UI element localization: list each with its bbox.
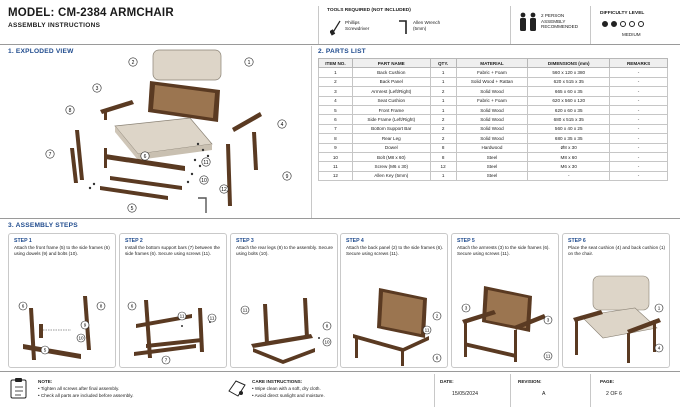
cell-item-no: 3 — [319, 87, 353, 96]
cell-qty: 2 — [430, 124, 456, 133]
cell-item-no: 12 — [319, 171, 353, 180]
parts-row — [319, 115, 668, 124]
step-callout-label: 6 — [130, 303, 134, 309]
cell-part-name: Rear Leg — [352, 134, 430, 143]
step-callout-label: 9 — [83, 322, 87, 328]
step-callout-11 — [208, 314, 216, 322]
cell-material: Solid Wood + Rattan — [456, 77, 528, 86]
allen-wrench-icon — [397, 18, 409, 36]
step-callout-label: 11 — [209, 315, 215, 321]
callout-11 — [202, 158, 210, 166]
cell-item-no: 6 — [319, 115, 353, 124]
callout-10 — [200, 176, 208, 184]
cell-qty: 1 — [430, 171, 456, 180]
step-description: Attach the front frame (5) to the side frames (6) using dowels (9) and bolts (10). — [14, 245, 110, 256]
back-panel-part — [148, 81, 220, 122]
callout-3 — [93, 84, 101, 92]
cell-dimensions: 680 x 515 x 35 — [528, 115, 610, 124]
page-subtitle: ASSEMBLY INSTRUCTIONS — [8, 22, 101, 29]
cell-remarks: - — [610, 124, 668, 133]
step-title: STEP 6 — [568, 238, 586, 244]
parts-row — [319, 143, 668, 152]
step-illustration — [11, 268, 115, 366]
cell-material: Fabric + Foam — [456, 68, 528, 77]
callout-label: 8 — [68, 107, 72, 114]
clipboard-icon — [10, 377, 28, 399]
step-callout-6 — [433, 354, 441, 362]
cell-qty: 2 — [430, 115, 456, 124]
parts-row — [319, 124, 668, 133]
step-callout-3 — [544, 316, 552, 324]
step-card-6 — [562, 233, 670, 368]
step-callout-2 — [433, 312, 441, 320]
difficulty-dot-empty — [629, 21, 635, 27]
step-description: Attach the back panel (2) to the side frames (6). Secure using screws (11). — [346, 245, 444, 256]
cell-remarks: - — [610, 115, 668, 124]
cell-item-no: 5 — [319, 105, 353, 114]
two-person-icon — [518, 12, 538, 32]
care-line-2: • Avoid direct sunlight and moisture. — [252, 393, 325, 398]
seat-cushion-part — [115, 118, 212, 160]
difficulty-rating — [602, 21, 662, 29]
cell-qty: 8 — [430, 143, 456, 152]
cell-material: Steel — [456, 162, 528, 171]
page-label: PAGE: — [600, 379, 615, 384]
step-description: Install the bottom support bars (7) between the side frames (6). Secure using screws (11). — [125, 245, 220, 256]
callout-label: 5 — [130, 205, 134, 212]
cell-dimensions: 620 x 60 x 35 — [528, 105, 610, 114]
step-illustration — [343, 268, 447, 366]
cell-item-no: 10 — [319, 152, 353, 161]
parts-row — [319, 152, 668, 161]
step-illustration — [454, 268, 558, 366]
step-callout-label: 1 — [657, 305, 661, 311]
step-callout-label: 8 — [325, 323, 329, 329]
step-callout-label: 10 — [324, 339, 330, 345]
care-title: CARE INSTRUCTIONS: — [252, 379, 303, 384]
bottom-support-bars-part — [100, 176, 182, 200]
step-callout-label: 11 — [545, 353, 551, 359]
callout-5 — [128, 204, 136, 212]
cell-part-name: Back Panel — [352, 77, 430, 86]
cell-qty: 12 — [430, 162, 456, 171]
cell-part-name: Bottom Support Bar — [352, 124, 430, 133]
step-callout-10 — [77, 334, 85, 342]
callout-6 — [141, 152, 149, 160]
cell-item-no: 4 — [319, 96, 353, 105]
side-frame-right-part — [226, 132, 258, 206]
revision-label: REVISION: — [518, 379, 542, 384]
cell-part-name: Seat Cushion — [352, 96, 430, 105]
note-line-1: • Tighten all screws after final assembly. — [38, 386, 120, 391]
parts-row — [319, 171, 668, 180]
step-callout-11 — [544, 352, 552, 360]
step-title: STEP 4 — [346, 238, 364, 244]
step-callout-4 — [655, 344, 663, 352]
exploded-view-title: 1. EXPLODED VIEW — [8, 48, 74, 55]
difficulty-title: DIFFICULTY LEVEL — [600, 11, 645, 16]
cell-qty: 1 — [430, 96, 456, 105]
callout-label: 12 — [221, 186, 227, 193]
cell-material: Solid Wood — [456, 105, 528, 114]
exploded-view-diagram — [20, 48, 310, 216]
step-callout-11 — [423, 326, 431, 334]
parts-row — [319, 134, 668, 143]
step-title: STEP 3 — [236, 238, 254, 244]
step-callout-8 — [323, 322, 331, 330]
cell-part-name: Back Cushion — [352, 68, 430, 77]
armrest-right-part — [232, 112, 262, 132]
model-title: MODEL: CM-2384 ARMCHAIR — [8, 7, 174, 19]
step-title: STEP 1 — [14, 238, 32, 244]
step-title: STEP 2 — [125, 238, 143, 244]
cell-remarks: - — [610, 143, 668, 152]
cell-item-no: 1 — [319, 68, 353, 77]
difficulty-dot-filled — [611, 21, 617, 27]
step-callout-9 — [81, 321, 89, 329]
step-callout-label: 11 — [424, 327, 430, 333]
cell-material: Fabric + Foam — [456, 96, 528, 105]
callout-1 — [245, 58, 253, 66]
step-callout-10 — [323, 338, 331, 346]
cell-dimensions: 560 x 40 x 25 — [528, 124, 610, 133]
cell-dimensions: 680 x 35 x 35 — [528, 134, 610, 143]
note-line-2: • Check all parts are included before assembly. — [38, 393, 134, 398]
difficulty-dot-filled — [602, 21, 608, 27]
step-callout-1 — [655, 304, 663, 312]
callout-7 — [46, 150, 54, 158]
cell-dimensions: 620 x 560 x 120 — [528, 96, 610, 105]
parts-table-header — [319, 59, 668, 68]
cell-qty: 8 — [430, 152, 456, 161]
callout-label: 4 — [280, 121, 284, 128]
parts-row — [319, 77, 668, 86]
tool-allen-label: Allen Wrench (5mm) — [413, 20, 441, 31]
tool-screwdriver-label: Phillips Screwdriver — [345, 20, 370, 31]
cell-dimensions: 560 x 120 x 380 — [528, 68, 610, 77]
cell-dimensions: - — [528, 171, 610, 180]
callout-label: 6 — [143, 153, 147, 160]
cell-remarks: - — [610, 171, 668, 180]
step-description: Place the seat cushion (4) and back cushion (1) on the chair. — [568, 245, 666, 256]
cell-qty: 2 — [430, 87, 456, 96]
step-callout-label: 6 — [21, 303, 25, 309]
care-icon — [226, 377, 248, 399]
step-callout-label: 5 — [43, 347, 47, 353]
step-callout-label: 11 — [179, 313, 185, 319]
side-frame-left-part — [70, 130, 84, 183]
date-label: DATE: — [440, 379, 454, 384]
cell-remarks: - — [610, 96, 668, 105]
callout-9 — [283, 172, 291, 180]
cell-part-name: Armrest (Left/Right) — [352, 87, 430, 96]
difficulty-value: MEDIUM — [622, 32, 641, 37]
step-callout-label: 8 — [99, 303, 103, 309]
cell-dimensions: M8 x 60 — [528, 152, 610, 161]
cell-qty: 1 — [430, 68, 456, 77]
parts-list-title: 2. PARTS LIST — [318, 48, 366, 55]
col-remarks: REMARKS — [610, 59, 668, 68]
step-callout-6 — [128, 302, 136, 310]
cell-part-name: Front Frame — [352, 105, 430, 114]
callout-label: 11 — [203, 159, 209, 166]
cell-material: Solid Wood — [456, 87, 528, 96]
cell-material: Solid Wood — [456, 124, 528, 133]
parts-table — [318, 58, 668, 181]
step-callout-label: 11 — [242, 307, 248, 313]
col-part-name: PART NAME — [352, 59, 430, 68]
step-title: STEP 5 — [457, 238, 475, 244]
step-description: Attach the armrests (3) to the side frames (6). Secure using screws (11). — [457, 245, 550, 256]
step-description: Attach the rear legs (8) to the assembly. Secure using bolts (10). — [236, 245, 333, 256]
parts-row — [319, 68, 668, 77]
care-line-1: • Wipe clean with a soft, dry cloth. — [252, 386, 321, 391]
cell-material: Hardwood — [456, 143, 528, 152]
callout-2 — [129, 58, 137, 66]
cell-remarks: - — [610, 162, 668, 171]
callout-label: 3 — [95, 85, 99, 92]
cell-item-no: 7 — [319, 124, 353, 133]
cell-dimensions: Ø8 x 30 — [528, 143, 610, 152]
cell-remarks: - — [610, 105, 668, 114]
callout-label: 2 — [131, 59, 135, 66]
step-illustration — [233, 268, 337, 366]
date-value: 15/05/2024 — [452, 391, 478, 397]
cell-remarks: - — [610, 152, 668, 161]
cell-part-name: Bolt (M8 x 60) — [352, 152, 430, 161]
cell-qty: 2 — [430, 134, 456, 143]
cell-part-name: Allen Key (5mm) — [352, 171, 430, 180]
cell-qty: 1 — [430, 105, 456, 114]
callout-12 — [220, 185, 228, 193]
callout-label: 9 — [285, 173, 289, 180]
step-callout-label: 10 — [78, 335, 84, 341]
parts-row — [319, 162, 668, 171]
step-card-2 — [119, 233, 227, 368]
step-card-1 — [8, 233, 116, 368]
cell-remarks: - — [610, 68, 668, 77]
step-card-5 — [451, 233, 559, 368]
allen-key-part — [198, 198, 206, 213]
step-callout-8 — [97, 302, 105, 310]
cell-dimensions: 665 x 60 x 35 — [528, 87, 610, 96]
step-card-4 — [340, 233, 448, 368]
step-callout-label: 3 — [464, 305, 468, 311]
cell-dimensions: 620 x 515 x 35 — [528, 77, 610, 86]
step-callout-6 — [19, 302, 27, 310]
callout-label: 10 — [201, 177, 207, 184]
cell-item-no: 9 — [319, 143, 353, 152]
callout-label: 1 — [247, 59, 251, 66]
parts-row — [319, 105, 668, 114]
persons-note: 2 PERSON ASSEMBLY RECOMMENDED — [541, 13, 579, 30]
col-qty: QTY. — [430, 59, 456, 68]
cell-remarks: - — [610, 87, 668, 96]
callout-8 — [66, 106, 74, 114]
cell-remarks: - — [610, 134, 668, 143]
cell-item-no: 2 — [319, 77, 353, 86]
step-callout-11 — [241, 306, 249, 314]
cell-part-name: Dowel — [352, 143, 430, 152]
cell-dimensions: M6 x 30 — [528, 162, 610, 171]
col-item-no: ITEM NO. — [319, 59, 353, 68]
callout-4 — [278, 120, 286, 128]
step-callout-label: 3 — [546, 317, 550, 323]
cell-qty: 1 — [430, 77, 456, 86]
cell-remarks: - — [610, 77, 668, 86]
note-title: NOTE: — [38, 379, 53, 384]
step-illustration — [565, 268, 669, 366]
parts-row — [319, 96, 668, 105]
step-card-3 — [230, 233, 338, 368]
revision-value: A — [542, 391, 546, 397]
step-illustration — [122, 268, 226, 366]
cell-part-name: Screw (M6 x 30) — [352, 162, 430, 171]
step-callout-3 — [462, 304, 470, 312]
callout-label: 7 — [48, 151, 52, 158]
difficulty-dot-empty — [638, 21, 644, 27]
back-cushion-part — [153, 50, 221, 80]
cell-material: Solid Wood — [456, 115, 528, 124]
difficulty-dot-empty — [620, 21, 626, 27]
cell-item-no: 8 — [319, 134, 353, 143]
step-callout-label: 4 — [657, 345, 661, 351]
cell-material: Steel — [456, 171, 528, 180]
cell-material: Solid Wood — [456, 134, 528, 143]
step-callout-7 — [162, 356, 170, 364]
parts-row — [319, 87, 668, 96]
armrest-left-part — [100, 100, 134, 120]
cell-part-name: Side Frame (Left/Right) — [352, 115, 430, 124]
step-callout-label: 6 — [435, 355, 439, 361]
tools-title: TOOLS REQUIRED (NOT INCLUDED) — [327, 8, 411, 13]
step-callout-5 — [41, 346, 49, 354]
assembly-steps-title: 3. ASSEMBLY STEPS — [8, 222, 78, 229]
col-material: MATERIAL — [456, 59, 528, 68]
page-number: 2 OF 6 — [606, 391, 622, 397]
step-callout-label: 2 — [435, 313, 439, 319]
step-callout-label: 7 — [164, 357, 168, 363]
cell-material: Steel — [456, 152, 528, 161]
step-callout-11 — [178, 312, 186, 320]
cell-item-no: 11 — [319, 162, 353, 171]
screwdriver-icon — [330, 18, 342, 36]
col-dimensions: DIMENSIONS (mm) — [528, 59, 610, 68]
